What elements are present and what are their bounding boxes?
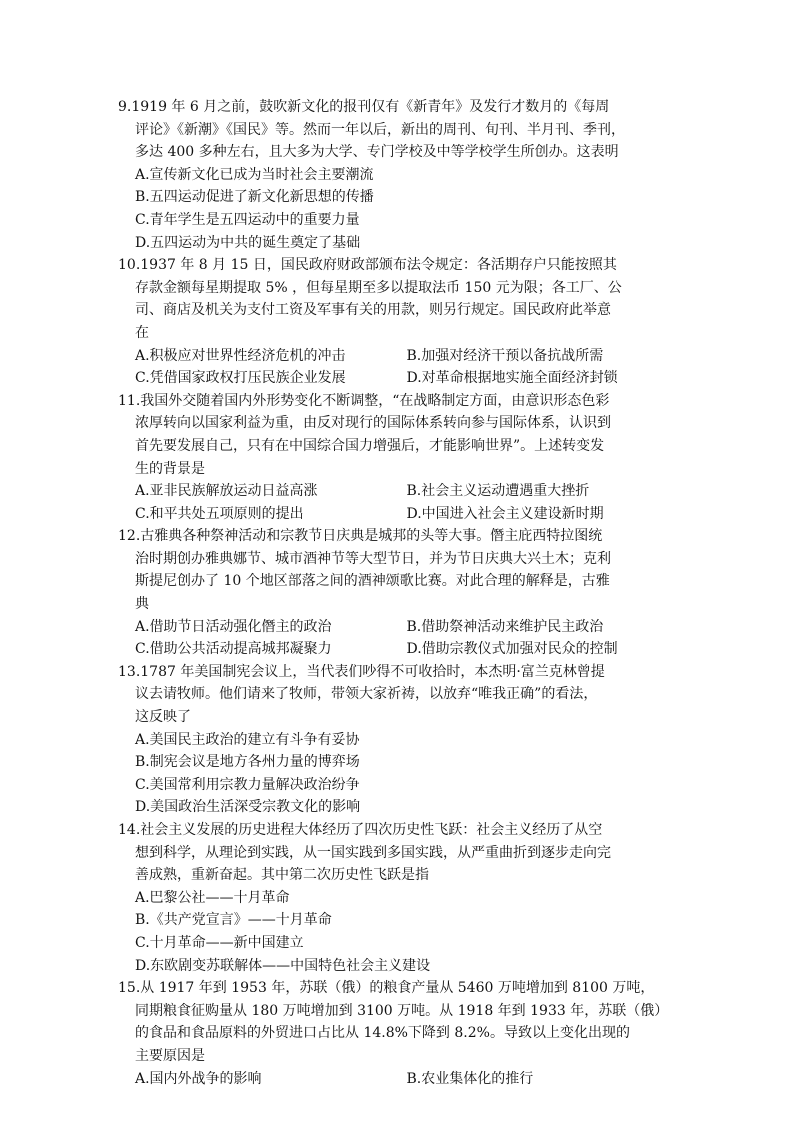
answer-option: A.借助节日活动强化僭主的政治 — [135, 618, 332, 635]
question-stem-line: 15.从 1917 年到 1953 年，苏联（俄）的粮食产量从 5460 万吨增加到 8100 万吨， — [118, 980, 655, 997]
question-stem-line: 斯提尼创办了 10 个地区部落之间的酒神颂歌比赛。对此合理的解释是，古雅 — [135, 573, 610, 590]
question-stem-line: 典 — [135, 596, 149, 613]
question-stem-line: 司、商店及机关为支付工资及军事有关的用款，则另行规定。国民政府此举意 — [135, 302, 611, 319]
answer-option: D.东欧剧变苏联解体——中国特色社会主义建设 — [135, 957, 431, 974]
option-row — [118, 503, 678, 526]
question-11 — [118, 390, 678, 526]
question-12 — [118, 525, 678, 661]
question-15 — [118, 977, 678, 1090]
answer-option: D.借助宗教仪式加强对民众的控制 — [406, 641, 618, 658]
answer-option: B.农业集体化的推行 — [406, 1070, 534, 1087]
answer-option: C.美国常利用宗教力量解决政治纷争 — [135, 776, 360, 793]
question-stem-line: 13.1787 年美国制宪会议上，当代表们吵得不可收拾时，本杰明·富兰克林曾提 — [118, 663, 605, 680]
question-stem-line: 多达 400 多种左右，且大多为大学、专门学校及中等学校学生所创办。这表明 — [135, 144, 619, 161]
answer-option: A.美国民主政治的建立有斗争有妥协 — [135, 731, 360, 748]
question-stem-line: 善成熟，重新奋起。其中第二次历史性飞跃是指 — [135, 867, 429, 884]
answer-option: C.借助公共活动提高城邦凝聚力 — [135, 641, 332, 658]
question-stem-line: 想到科学，从理论到实践，从一国实践到多国实践，从严重曲折到逐步走向完 — [135, 844, 611, 861]
answer-option: C.凭借国家政权打压民族企业发展 — [135, 370, 346, 387]
question-stem-line: 主要原因是 — [135, 1047, 205, 1064]
option-row — [118, 345, 678, 368]
question-stem-line: 12.古雅典各种祭神活动和宗教节日庆典是城邦的头等大事。僭主庇西特拉图统 — [118, 528, 603, 545]
question-14 — [118, 819, 678, 977]
answer-option: B.五四运动促进了新文化新思想的传播 — [135, 189, 374, 206]
question-13 — [118, 661, 678, 819]
option-row — [118, 1068, 678, 1091]
question-stem-line: 同期粮食征购量从 180 万吨增加到 3100 万吨。从 1918 年到 1933 年，苏联（俄） — [135, 1002, 669, 1019]
question-stem-line: 浓厚转向以国家利益为重，由反对现行的国际体系转向参与国际体系，认识到 — [135, 415, 611, 432]
question-stem-line: 治时期创办雅典娜节、城市酒神节等大型节日，并为节日庆典大兴土木；克利 — [135, 550, 611, 567]
answer-option: A.亚非民族解放运动日益高涨 — [135, 483, 318, 500]
option-row — [118, 480, 678, 503]
answer-option: A.巴黎公社——十月革命 — [135, 889, 290, 906]
question-stem-line: 在 — [135, 324, 149, 341]
option-row — [118, 367, 678, 390]
question-stem-line: 这反映了 — [135, 709, 191, 726]
question-stem-line: 11.我国外交随着国内外形势变化不断调整，“在战略制定方面，由意识形态色彩 — [118, 392, 610, 409]
answer-option: A.宣传新文化已成为当时社会主要潮流 — [135, 166, 374, 183]
question-stem-line: 10.1937 年 8 月 15 日，国民政府财政部颁布法令规定：各活期存户只能按照其 — [118, 257, 617, 274]
answer-option: D.对革命根据地实施全面经济封锁 — [406, 370, 618, 387]
question-stem-line: 存款金额每星期提取 5% ，但每星期至多以提取法币 150 元为限；各工厂、公 — [135, 279, 622, 296]
question-9 — [118, 96, 678, 254]
question-10 — [118, 254, 678, 390]
answer-option: D.五四运动为中共的诞生奠定了基础 — [135, 234, 361, 251]
answer-option: B.《共产党宣言》——十月革命 — [135, 912, 332, 929]
question-stem-line: 14.社会主义发展的历史进程大体经历了四次历史性飞跃：社会主义经历了从空 — [118, 822, 603, 838]
question-stem-line: 评论》《新潮》《国民》等。然而一年以后，新出的周刊、旬刊、半月刊、季刊， — [135, 121, 625, 138]
question-stem-line: 9.1919 年 6 月之前，鼓吹新文化的报刊仅有《新青年》及发行才数月的《每周 — [118, 99, 610, 115]
answer-option: A.积极应对世界性经济危机的冲击 — [135, 347, 346, 364]
question-stem-line: 首先要发展自己，只有在中国综合国力增强后，才能影响世界”。上述转变发 — [135, 437, 605, 454]
answer-option: C.和平共处五项原则的提出 — [135, 505, 304, 522]
question-stem-line: 议去请牧师。他们请来了牧师，带领大家祈祷，以放弃“唯我正确”的看法， — [135, 686, 598, 703]
question-stem-line: 生的背景是 — [135, 460, 205, 477]
answer-option: B.借助祭神活动来维护民主政治 — [406, 618, 604, 635]
answer-option: C.青年学生是五四运动中的重要力量 — [135, 211, 360, 228]
answer-option: A.国内外战争的影响 — [135, 1070, 262, 1087]
answer-option: D.美国政治生活深受宗教文化的影响 — [135, 799, 361, 816]
option-row — [118, 616, 678, 639]
answer-option: B.制宪会议是地方各州力量的博弈场 — [135, 754, 360, 771]
question-stem-line: 的食品和食品原料的外贸进口占比从 14.8%下降到 8.2%。导致以上变化出现的 — [135, 1025, 630, 1042]
exam-page — [118, 96, 678, 1090]
answer-option: B.加强对经济干预以备抗战所需 — [406, 347, 604, 364]
answer-option: C.十月革命——新中国建立 — [135, 934, 304, 951]
option-row — [118, 638, 678, 661]
answer-option: D.中国进入社会主义建设新时期 — [406, 505, 604, 522]
answer-option: B.社会主义运动遭遇重大挫折 — [406, 483, 590, 500]
